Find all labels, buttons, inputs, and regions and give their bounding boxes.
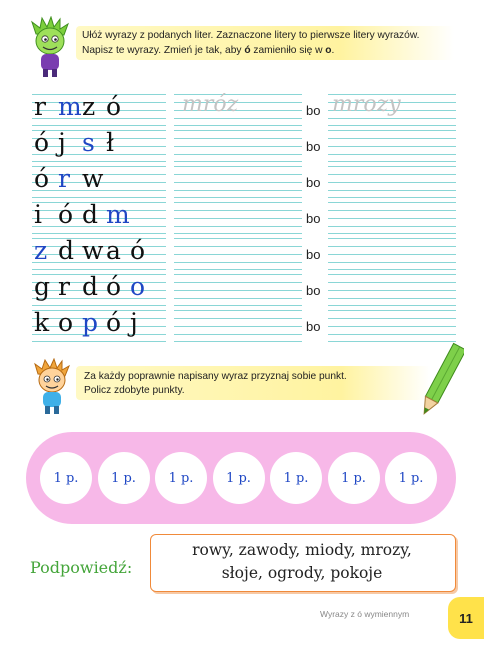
first-letter: o <box>130 272 146 301</box>
bo-word: bo <box>306 175 321 190</box>
letter: r <box>58 272 70 301</box>
letter: ó <box>106 308 122 337</box>
ruled-line <box>328 190 456 191</box>
exercise-row <box>32 126 456 162</box>
ruled-line <box>32 341 166 342</box>
ruled-line <box>174 238 302 239</box>
letter: j <box>58 128 66 157</box>
bo-word: bo <box>306 211 321 226</box>
instruction-line-1: Ułóż wyrazy z podanych liter. Zaznaczone litery to pierwsze litery wyrazów. <box>82 30 420 41</box>
letter: z <box>82 92 96 121</box>
ruled-line <box>174 182 302 183</box>
ruled-line <box>174 254 302 255</box>
letter-set <box>34 237 174 265</box>
ruled-line <box>328 310 456 311</box>
ruled-line <box>328 254 456 255</box>
hint-label: Podpowiedź: <box>30 558 133 577</box>
point-circle: 1 p. <box>385 452 437 504</box>
point-circle: 1 p. <box>155 452 207 504</box>
point-circle: 1 p. <box>270 452 322 504</box>
first-letter: r <box>58 164 70 193</box>
letter: w <box>82 164 104 193</box>
ruled-line <box>328 282 456 283</box>
instruction2-text <box>84 370 424 398</box>
ruled-line <box>174 118 302 119</box>
letter: ó <box>34 164 50 193</box>
first-letter: m <box>58 92 82 121</box>
letter: ó <box>106 272 122 301</box>
ruled-line <box>328 238 456 239</box>
bo-word: bo <box>306 139 321 154</box>
letter: k <box>34 308 50 337</box>
pencil-icon <box>418 342 464 422</box>
ruled-line <box>328 274 456 275</box>
ruled-line <box>174 282 302 283</box>
ruled-line <box>328 298 456 299</box>
point-circle: 1 p. <box>328 452 380 504</box>
point-circle: 1 p. <box>98 452 150 504</box>
letter: d <box>58 236 75 265</box>
example-word: mróz <box>182 92 239 117</box>
letter: r <box>34 92 46 121</box>
ruled-line <box>328 246 456 247</box>
ruled-line <box>174 290 302 291</box>
ruled-line <box>174 138 302 139</box>
ruled-line <box>174 166 302 167</box>
point-circle: 1 p. <box>213 452 265 504</box>
ruled-line <box>174 298 302 299</box>
ruled-line <box>328 174 456 175</box>
ruled-line <box>328 130 456 131</box>
letter: g <box>34 272 51 301</box>
first-letter: p <box>82 308 99 337</box>
ruled-line <box>328 146 456 147</box>
bo-word: bo <box>306 247 321 262</box>
ruled-line <box>174 246 302 247</box>
ruled-line <box>328 290 456 291</box>
ruled-line <box>174 262 302 263</box>
ruled-line <box>174 190 302 191</box>
letter: i <box>34 200 42 229</box>
ruled-line <box>328 318 456 319</box>
ruled-line <box>174 341 302 342</box>
exercise-row <box>32 198 456 234</box>
instruction2-line-2: Policz zdobyte punkty. <box>84 385 185 396</box>
footer-title: Wyrazy z ó wymiennym <box>320 609 410 619</box>
ruled-line <box>328 138 456 139</box>
ruled-line <box>328 182 456 183</box>
letter: ó <box>58 200 74 229</box>
ruled-line <box>328 202 456 203</box>
mascot-green-hair-icon <box>28 16 74 80</box>
ruled-line <box>174 334 302 335</box>
first-letter: z <box>34 236 48 265</box>
hint-line-2: słoje, ogrody, pokoje <box>221 564 383 582</box>
letter: ó <box>130 236 146 265</box>
hint-line-1: rowy, zawody, miody, mrozy, <box>192 541 412 559</box>
ruled-line <box>328 334 456 335</box>
ruled-line <box>174 202 302 203</box>
ruled-line <box>328 218 456 219</box>
ruled-line <box>174 274 302 275</box>
ruled-line <box>328 154 456 155</box>
letter: ó <box>34 128 50 157</box>
letter-set <box>34 93 174 121</box>
ruled-line <box>328 262 456 263</box>
ruled-line <box>174 318 302 319</box>
ruled-line <box>174 326 302 327</box>
letter: j <box>130 308 138 337</box>
letter-set <box>34 309 174 337</box>
ruled-line <box>174 218 302 219</box>
exercise-row <box>32 306 456 342</box>
letter-set <box>34 165 174 193</box>
exercise-row <box>32 234 456 270</box>
instruction-text <box>82 28 452 58</box>
exercise-row <box>32 270 456 306</box>
bo-word: bo <box>306 283 321 298</box>
ruled-line <box>328 226 456 227</box>
ruled-line <box>328 166 456 167</box>
letter-set <box>34 129 174 157</box>
ruled-line <box>174 130 302 131</box>
example-plural: mrozy <box>332 92 401 117</box>
ruled-line <box>328 210 456 211</box>
ruled-line <box>174 210 302 211</box>
letter: o <box>58 308 74 337</box>
letter-set <box>34 201 174 229</box>
ruled-line <box>174 154 302 155</box>
ruled-line <box>328 326 456 327</box>
ruled-line <box>328 118 456 119</box>
ruled-line <box>174 146 302 147</box>
page-number: 11 <box>448 597 484 639</box>
mascot-kid-icon <box>32 358 72 416</box>
exercise-row <box>32 90 456 126</box>
first-letter: m <box>106 200 130 229</box>
letter: d <box>82 200 99 229</box>
letter: ł <box>106 128 115 157</box>
bo-word: bo <box>306 319 321 334</box>
letter: d <box>82 272 99 301</box>
ruled-line <box>174 310 302 311</box>
ruled-line <box>174 174 302 175</box>
letter-set <box>34 273 174 301</box>
letter: w <box>82 236 104 265</box>
first-letter: s <box>82 128 95 157</box>
letter: ó <box>106 92 122 121</box>
instruction2-line-1: Za każdy poprawnie napisany wyraz przyznaj sobie punkt. <box>84 371 347 382</box>
bo-word: bo <box>306 103 321 118</box>
ruled-line <box>174 226 302 227</box>
letter: a <box>106 236 121 265</box>
point-circle: 1 p. <box>40 452 92 504</box>
instruction-line-2: Napisz te wyrazy. Zmień je tak, aby ó zamieniło się w o. <box>82 45 335 56</box>
exercise-row <box>32 162 456 198</box>
